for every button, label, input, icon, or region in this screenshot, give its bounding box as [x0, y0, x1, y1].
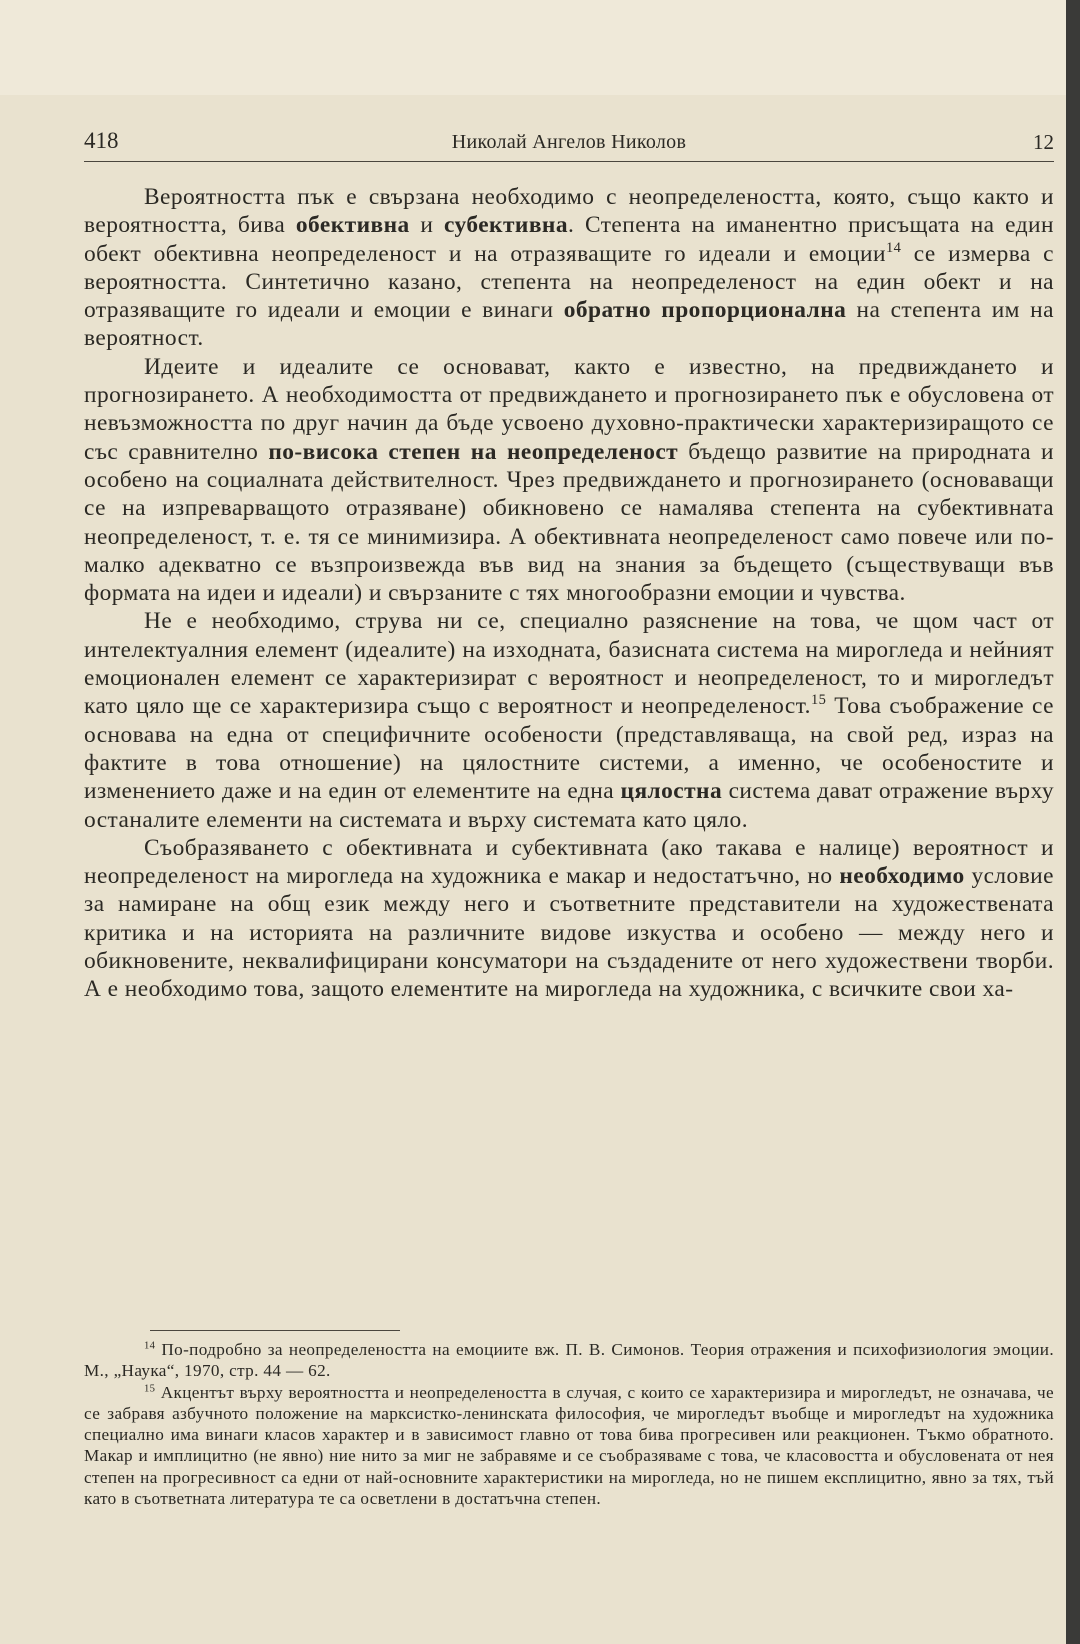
footnote-rule [150, 1330, 400, 1331]
emphasis: обективна [295, 212, 410, 239]
running-header [84, 128, 1054, 158]
page-top-margin [0, 0, 1080, 95]
footnote-number: 15 [144, 1382, 156, 1394]
footnote-15: $^{15}$ Акцентът върху вероятността и неопределеността в случая, с които се характеризира и мирогледът, не означава, че се забравя азбучното положение на марксистко-ленинската философия, че мирогледът въобще и мирогледът на художника специално има винаги класов характер и в зависимост главно от това бива прогресивен или реакционен. Тъкмо обратното. Макар и имплицитно (не явно) ние нито за миг не забравяме и се съобразяваме с това, че класовостта и обусловената от нея степен на прогресивност са едни от най-основните характеристики на мирогледа, но не пишем експлицитно, явно за тях, тъй като в съответната литература те са осветлени в достатъчна степен. [84, 1382, 1054, 1509]
header-rule [84, 161, 1054, 162]
page-binding-edge [1066, 0, 1080, 1644]
paragraph-4: Съобразяването с обективната и субективната (ако такава е налице) вероятност и неопределеност на мирогледа на художника е макар и недостатъчно, но необходимо условие за намиране на общ език между него и съответните представители на художествената критика и на историята на различните видове изкуства и особено — между него и обикновените, неквалифицирани консуматори на създадените от него художествени творби. А е необходимо това, защото елементите на мирогледа на художника, с всичките свои ха- [84, 834, 1054, 1003]
emphasis: обратно пропорционална [563, 297, 847, 324]
main-text [84, 183, 1054, 1004]
running-header-mark: 12 [1033, 130, 1054, 154]
paragraph-1: Вероятността пък е свързана необходимо с неопределеността, която, също както и вероятността, бива обективна и субективна. Степента на иманентно присъщата на един обект обективна неопределеност и на отразяващите го идеали и емоции$^{14}$ се измерва с вероятността. Синтетично казано, степента на неопределеност на един обект и на отразяващите го идеали и емоции е винаги обратно пропорционална на степента им на вероятност. [84, 184, 1054, 352]
page-number: 418 [84, 128, 119, 153]
footnotes [84, 1339, 1054, 1509]
emphasis: субективна [444, 212, 568, 239]
footnote-number: 14 [144, 1340, 156, 1352]
emphasis: по-висока степен на неопределеност [268, 438, 679, 465]
footnote-ref-14[interactable]: 14 [885, 239, 902, 256]
running-header-author: Николай Ангелов Николов [451, 131, 687, 153]
paragraph-3: Не е необходимо, струва ни се, специално разяснение на това, че щом част от интелектуалния елемент (идеалите) на изходната, базисната система на мирогледа и нейният емоционален елемент се характеризират с вероятност и неопределеност, то и мирогледът като цяло ще се характеризира също с вероятност и неопределеност.$^{15}$ Това съображение се основава на една от специфичните особености (представляваща, на свой ред, израз на фактите в това отношение) на цялостните системи, а именно, че особеностите и изменението даже и на един от елементите на една цялостна система дават отражение върху останалите елементи на системата и върху системата като цяло. [84, 608, 1054, 833]
paragraph-2: Идеите и идеалите се основават, както е известно, на предвиждането и прогнозирането. А необходимостта от предвиждането и прогнозирането пък е обусловена от невъзможността по друг начин да бъде усвоено духовно-практически характеризиращото се със сравнително по-висока степен на неопределеност бъдещо развитие на природната и особено на социалната действителност. Чрез предвиждането и прогнозирането (основаващи се на изпреварващото отразяване) обикновено се намалява степента на субективната неопределеност, т. е. тя се минимизира. А обективната неопределеност само повече или по-малко адекватно се възпроизвежда във вид на знания за бъдещето (съществуващи във формата на идеи и идеали) и свързаните с тях многообразни емоции и чувства. [84, 353, 1054, 607]
footnote-14: $^{14}$ По-подробно за неопределеността на емоциите вж. П. В. Симонов. Теория отражения и психофизиология эмоции. М., „Наука“, 1970, стр. 44 — 62. [84, 1340, 1054, 1381]
footnote-ref-15[interactable]: 15 [810, 692, 827, 709]
emphasis: необходимо [839, 863, 965, 890]
emphasis: цялостна [620, 778, 723, 805]
